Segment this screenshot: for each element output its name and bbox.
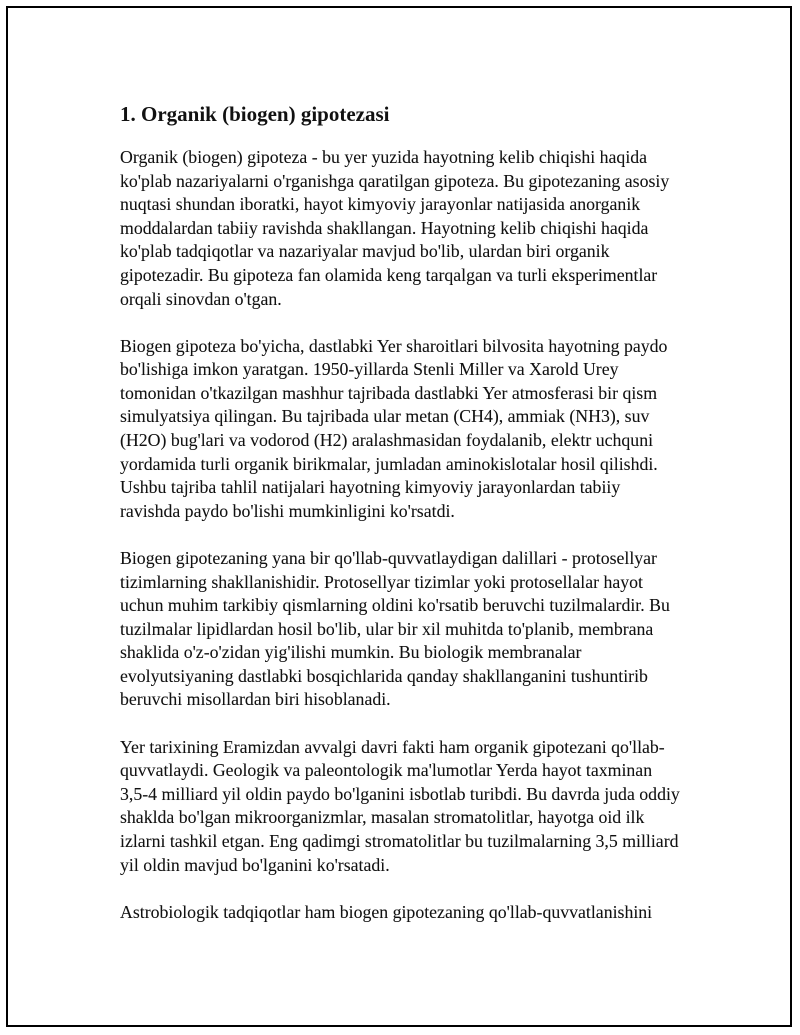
paragraph-miller-urey: Biogen gipoteza bo'yicha, dastlabki Yer sharoitlari bilvosita hayotning paydo bo'lishiga imkon yaratgan. 1950-yillarda Stenli Miller va Xarold Urey tomonidan o'tkazilgan mashhur tajribada dastlabki Yer atmosferasi bir qism simulyatsiya qilingan. Bu tajribada ular metan (CH4), ammiak (NH3), suv (H2O) bug'lari va vodorod (H2) aralashmasidan foydalanib, elektr uchquni yordamida turli organik birikmalar, jumladan aminokislotalar hosil qilishdi. Ushbu tajriba tahlil natijalari hayotning kimyoviy jarayonlardan tabiiy ravishda paydo bo'lishi mumkinligini ko'rsatdi. — [120, 335, 668, 521]
paragraph-earth-history: Yer tarixining Eramizdan avvalgi davri fakti ham organik gipotezani qo'llab-quvvatlaydi. Geologik va paleontologik ma'lumotlar Yerda hayot taxminan 3,5-4 milliard yil oldin paydo bo'lganini isbotlab turibdi. Bu davrda juda oddiy shaklda bo'lgan mikroorganizmlar, masalan stromatolitlar, hayotga oid ilk izlarni tashkil etgan. Eng qadimgi stromatolitlar bu tuzilmalarning 3,5 milliard yil oldin mavjud bo'lganini ko'rsatadi. — [120, 736, 680, 875]
document-body — [120, 100, 680, 948]
section-heading: 1. Organik (biogen) gipotezasi — [120, 102, 390, 126]
paragraph-intro: Organik (biogen) gipoteza - bu yer yuzida hayotning kelib chiqishi haqida ko'plab nazariyalarni o'rganishga qaratilgan gipoteza. Bu gipotezaning asosiy nuqtasi shundan iboratki, hayot kimyoviy jarayonlar natijasida anorganik moddalardan tabiiy ravishda shakllangan. Hayotning kelib chiqishi haqida ko'plab tadqiqotlar va nazariyalar mavjud bo'lib, ulardan biri organik gipotezadir. Bu gipoteza fan olamida keng tarqalgan va turli eksperimentlar orqali sinovdan o'tgan. — [120, 147, 670, 309]
paragraph-protocells: Biogen gipotezaning yana bir qo'llab-quvvatlaydigan dalillari - protosellyar tizimlarning shakllanishidir. Protosellyar tizimlar yoki protosellalar hayot uchun muhim tarkibiy qismlarning oldini ko'rsatib beruvchi tuzilmalardir. Bu tuzilmalar lipidlardan hosil bo'lib, ular bir xil muhitda to'planib, membrana shaklida o'z-o'zidan yig'ilishi mumkin. Bu biologik membranalar evolyutsiyaning dastlabki bosqichlarida qanday shakllanganini tushuntirib beruvchi misollardan biri hisoblanadi. — [120, 547, 670, 710]
paragraph-astrobiology: Astrobiologik tadqiqotlar ham biogen gipotezaning qo'llab-quvvatlanishini — [120, 901, 653, 922]
page-frame — [6, 6, 792, 1027]
